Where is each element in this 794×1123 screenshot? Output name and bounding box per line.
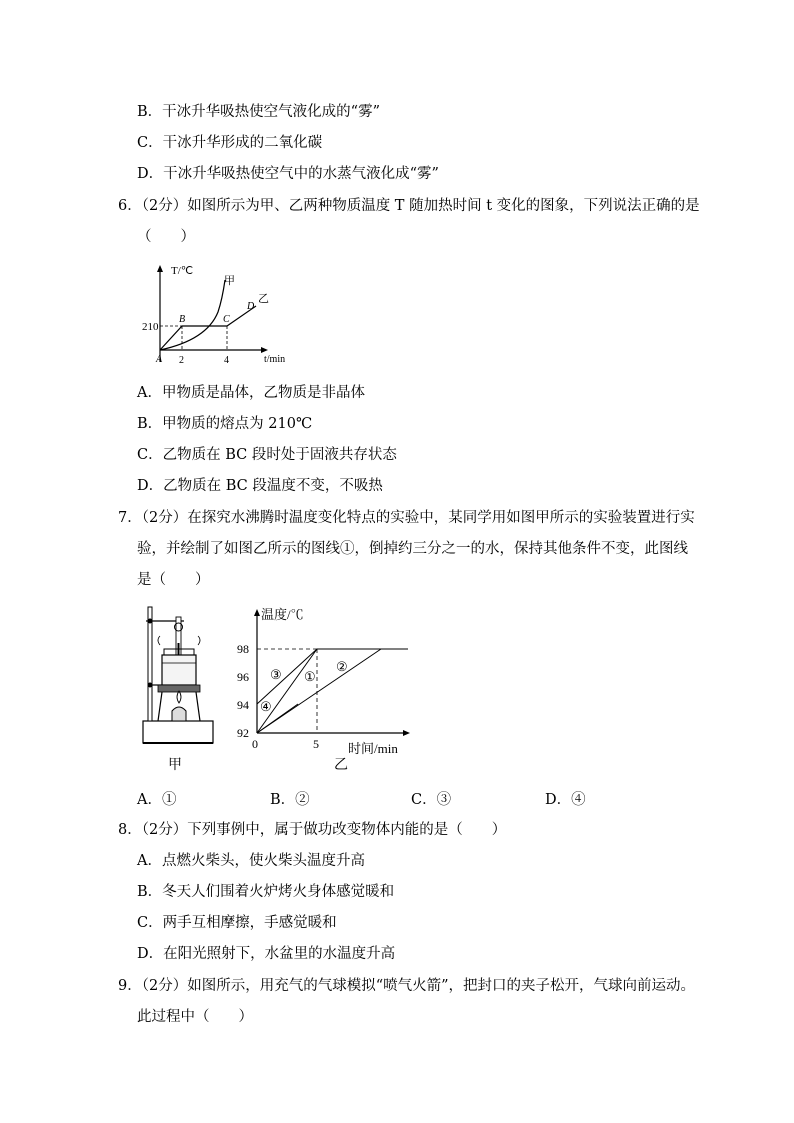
q7-boiling-graph — [228, 603, 418, 773]
y-tick-92: 92 — [237, 726, 249, 740]
q7-stem-line1: 7．（2分）在探究水沸腾时温度变化特点的实验中，某同学用如图甲所示的实验装置进行实 — [118, 510, 695, 526]
q6-option-a: A．甲物质是晶体，乙物质是非晶体 — [137, 385, 365, 401]
point-b: B — [179, 314, 186, 325]
q6-answer-blank: （ ） — [137, 229, 195, 245]
boiling-apparatus-figure — [138, 603, 218, 773]
q9-stem-line1: 9．（2分）如图所示，用充气的气球模拟“喷气火箭”，把封口的夹子松开，气球向前运动。 — [118, 978, 696, 994]
x-tick-2: 2 — [179, 355, 184, 366]
q9-stem-line2: 此过程中（ ） — [137, 1009, 253, 1025]
x-axis-label: 时间/min — [348, 741, 398, 756]
q6-option-b: B．甲物质的熔点为 210℃ — [137, 416, 313, 432]
q7-option-b: B．② — [270, 792, 310, 808]
label-yi: 乙 — [258, 293, 269, 305]
y-tick-96: 96 — [237, 670, 249, 684]
x-tick-0: 0 — [252, 737, 258, 751]
q6-option-d: D．乙物质在 BC 段温度不变，不吸热 — [137, 478, 383, 494]
q5-option-b: B．干冰升华吸热使空气液化成的“雾” — [137, 104, 380, 120]
q7-stem-line3: 是（ ） — [137, 572, 210, 588]
q7-option-d: D．④ — [545, 792, 586, 808]
q5-option-c: C．干冰升华形成的二氧化碳 — [137, 135, 323, 151]
graph-line-1 — [257, 649, 317, 733]
x-tick-4: 4 — [224, 355, 229, 366]
q8-option-d: D．在阳光照射下，水盆里的水温度升高 — [137, 946, 396, 962]
q8-option-a: A．点燃火柴头，使火柴头温度升高 — [137, 853, 365, 869]
label-jia: 甲 — [224, 275, 235, 287]
q6-option-c: C．乙物质在 BC 段时处于固液共存状态 — [137, 447, 397, 463]
y-tick-98: 98 — [237, 642, 249, 656]
q5-option-d: D．干冰升华吸热使空气中的水蒸气液化成“雾” — [137, 166, 439, 182]
q7-stem-line2: 验，并绘制了如图乙所示的图线①，倒掉约三分之一的水，保持其他条件不变，此图线 — [137, 541, 688, 557]
y-axis-label: 温度/℃ — [261, 607, 304, 622]
y-tick-210: 210 — [142, 321, 159, 333]
line-label-1: ① — [304, 669, 316, 684]
point-d: D — [247, 301, 255, 312]
q7-option-a: A．① — [137, 792, 177, 808]
q6-temperature-graph — [138, 262, 308, 372]
graph-caption: 乙 — [334, 758, 348, 773]
y-tick-94: 94 — [237, 698, 249, 712]
q6-stem: 6．（2分）如图所示为甲、乙两种物质温度 T 随加热时间 t 变化的图象，下列说法正确的是 — [118, 198, 700, 214]
point-c: C — [223, 314, 230, 325]
line-label-4: ④ — [260, 699, 272, 714]
q8-stem: 8．（2分）下列事例中，属于做功改变物体内能的是（ ） — [118, 822, 507, 838]
apparatus-caption: 甲 — [168, 758, 182, 773]
line-label-3: ③ — [270, 667, 282, 682]
x-tick-5: 5 — [313, 737, 319, 751]
x-axis-label: t/min — [264, 354, 286, 365]
q7-option-c: C．③ — [411, 792, 452, 808]
q8-option-b: B．冬天人们围着火炉烤火身体感觉暖和 — [137, 884, 395, 900]
line-label-2: ② — [336, 659, 348, 674]
y-axis-label: T/℃ — [171, 265, 194, 277]
q8-option-c: C．两手互相摩擦，手感觉暖和 — [137, 915, 337, 931]
point-a: A — [156, 354, 163, 365]
